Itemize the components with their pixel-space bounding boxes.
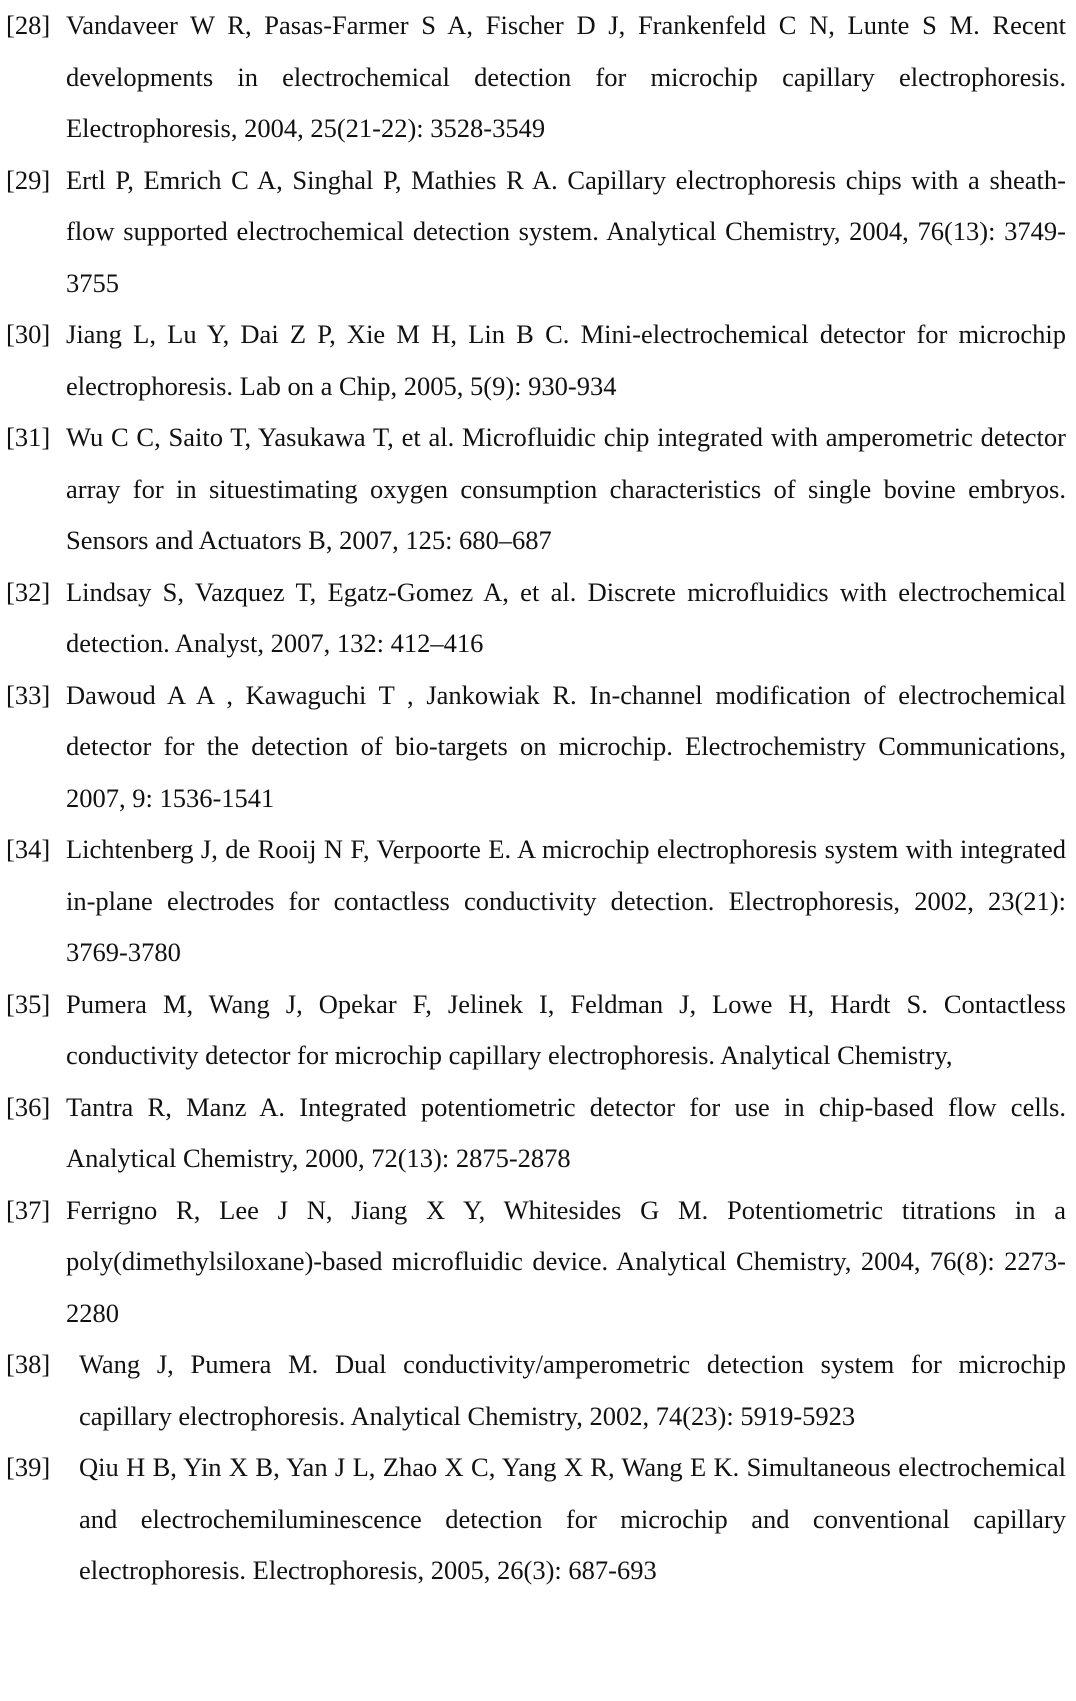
reference-number: [30]: [6, 319, 51, 349]
reference-text: Dawoud A A , Kawaguchi T , Jankowiak R. In-channel modification of electrochemical detector for the detection of bio-targets on microchip. Electrochemistry Communications, 2007, 9: 1536-1541: [66, 679, 1066, 813]
reference-32: [6, 567, 1066, 670]
reference-35: [6, 979, 1066, 1082]
reference-number: [34]: [6, 834, 51, 864]
reference-text: Tantra R, Manz A. Integrated potentiometric detector for use in chip-based flow cells. Analytical Chemistry, 2000, 72(13): 2875-2878: [66, 1091, 1066, 1173]
reference-38: [6, 1339, 1066, 1442]
reference-34: [6, 824, 1066, 979]
reference-text: Wu C C, Saito T, Yasukawa T, et al. Microfluidic chip integrated with amperometric detector array for in situestimating oxygen consumption characteristics of single bovine embryos. Sensors and Actuators B, 2007, 125: 680–687: [66, 422, 1066, 555]
reference-31: [6, 412, 1066, 567]
reference-text: Jiang L, Lu Y, Dai Z P, Xie M H, Lin B C. Mini-electrochemical detector for microchip electrophoresis. Lab on a Chip, 2005, 5(9): 930-934: [66, 319, 1066, 401]
reference-number: [39]: [6, 1452, 51, 1482]
reference-33: [6, 670, 1066, 825]
reference-number: [32]: [6, 576, 51, 607]
reference-37: [6, 1185, 1066, 1340]
reference-30: [6, 309, 1066, 412]
reference-number: [36]: [6, 1091, 51, 1122]
reference-29: [6, 155, 1066, 310]
reference-number: [33]: [6, 679, 51, 710]
reference-text: Ferrigno R, Lee J N, Jiang X Y, Whitesides G M. Potentiometric titrations in a poly(dimethylsiloxane)-based microfluidic device. Analytical Chemistry, 2004, 76(8): 2273-2280: [66, 1194, 1066, 1328]
reference-text: Qiu H B, Yin X B, Yan J L, Zhao X C, Yang X R, Wang E K. Simultaneous electrochemical and electrochemiluminescence detection for microchip and conventional capillary electrophoresis. Electrophoresis, 2005, 26(3): 687-693: [79, 1452, 1066, 1585]
reference-text: Lichtenberg J, de Rooij N F, Verpoorte E. A microchip electrophoresis system with integrated in-plane electrodes for contactless conductivity detection. Electrophoresis, 2002, 23(21): 3769-3780: [66, 834, 1066, 967]
reference-number: [35]: [6, 988, 51, 1019]
reference-number: [29]: [6, 164, 51, 195]
reference-list: [6, 0, 1066, 1597]
reference-number: [37]: [6, 1194, 51, 1225]
reference-text: Wang J, Pumera M. Dual conductivity/amperometric detection system for microchip capillary electrophoresis. Analytical Chemistry, 2002, 74(23): 5919-5923: [79, 1349, 1066, 1431]
reference-text: Lindsay S, Vazquez T, Egatz-Gomez A, et al. Discrete microfluidics with electrochemical detection. Analyst, 2007, 132: 412–416: [66, 576, 1066, 658]
reference-number: [31]: [6, 422, 51, 452]
reference-28: [6, 0, 1066, 155]
reference-text: Vandaveer W R, Pasas-Farmer S A, Fischer D J, Frankenfeld C N, Lunte S M. Recent developments in electrochemical detection for microchip capillary electrophoresis. Electrophoresis, 2004, 25(21-22): 3528-3549: [66, 10, 1066, 143]
reference-number: [28]: [6, 10, 51, 40]
reference-36: [6, 1082, 1066, 1185]
reference-39: [6, 1442, 1066, 1597]
reference-text: Ertl P, Emrich C A, Singhal P, Mathies R A. Capillary electrophoresis chips with a sheath-flow supported electrochemical detection system. Analytical Chemistry, 2004, 76(13): 3749-3755: [66, 164, 1066, 298]
reference-text: Pumera M, Wang J, Opekar F, Jelinek I, Feldman J, Lowe H, Hardt S. Contactless conductivity detector for microchip capillary electrophoresis. Analytical Chemistry,: [66, 988, 1066, 1070]
reference-number: [38]: [6, 1349, 51, 1379]
